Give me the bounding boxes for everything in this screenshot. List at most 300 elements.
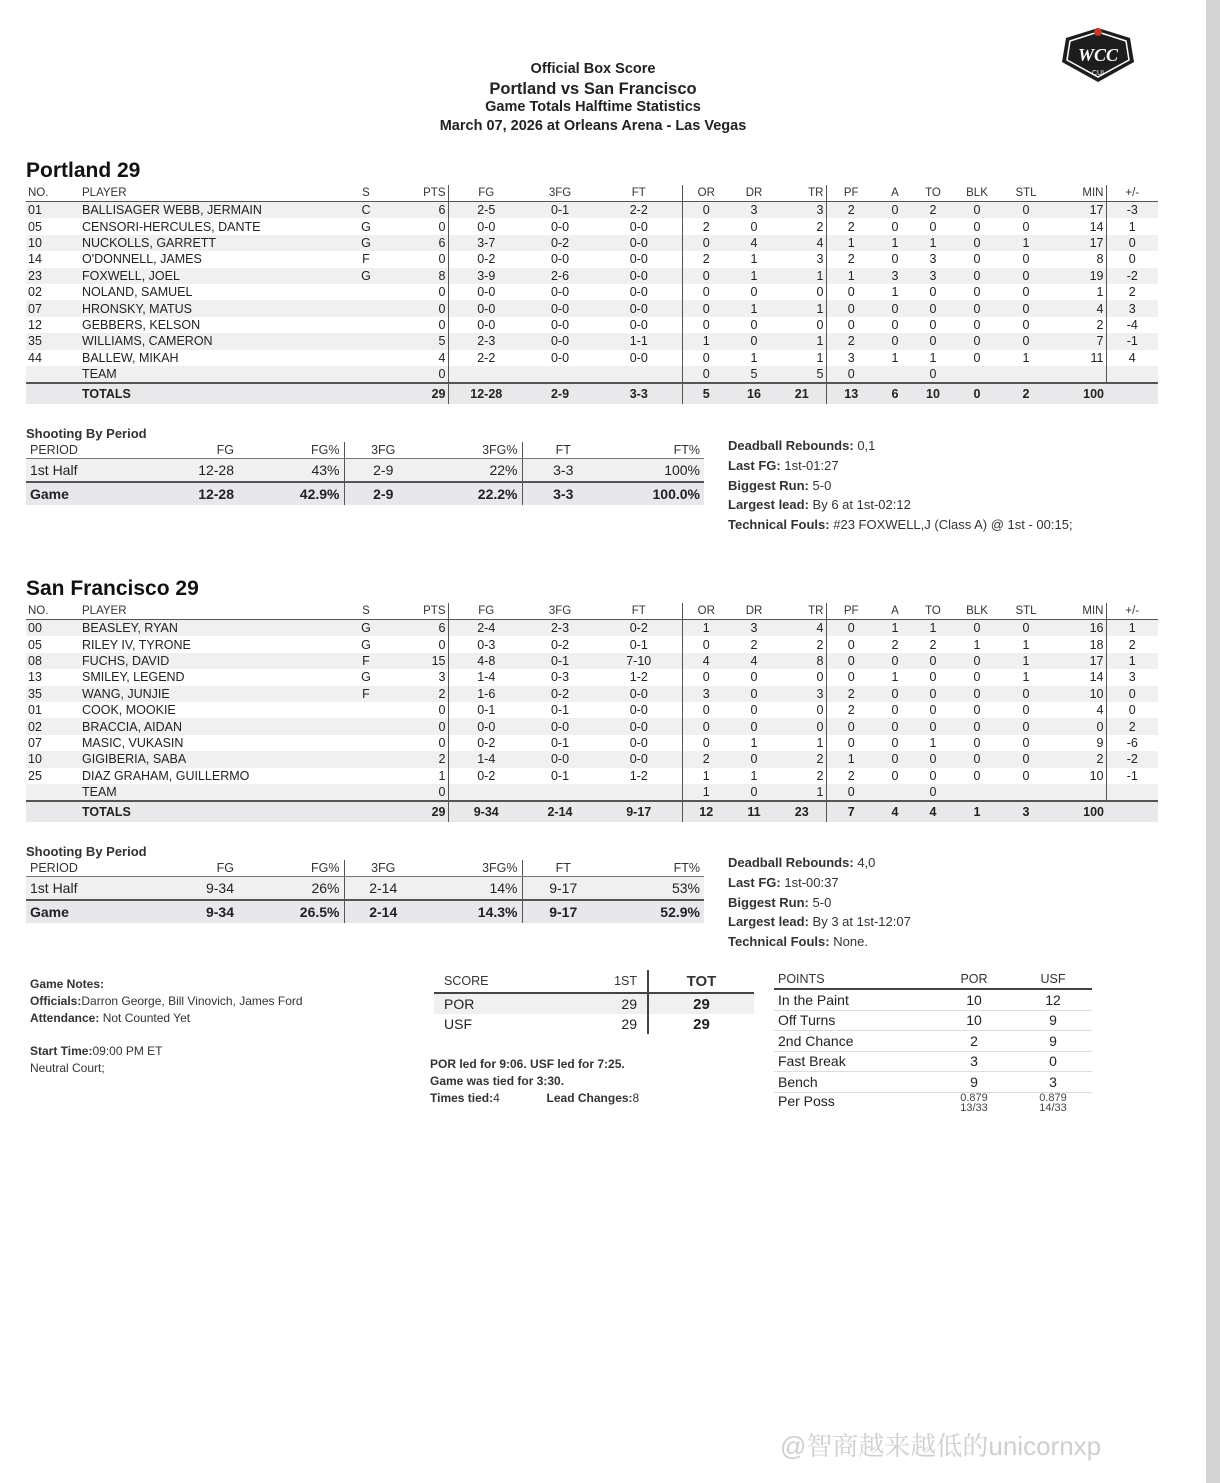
stat-cell: 0 [973,252,981,267]
stat-cell: 0 [914,784,952,801]
col-header: FT [596,603,682,620]
sbp-cell: 9-17 [522,900,604,923]
sbp-cell: 22.2% [422,482,522,505]
stat-cell: 0 [876,751,914,767]
stat-cell: G [361,219,371,234]
stat-cell: 0-1 [524,202,596,219]
watermark: @智商越来越低的unicornxp [780,1431,1102,1461]
svg-text:CUI: CUI [1091,70,1105,77]
stat-cell: 0 [847,317,855,332]
stat-cell: 1 [682,784,730,801]
stat-cell: 1 [778,268,826,284]
stat-cell: 2 [847,703,855,718]
sbp-row-game [26,482,704,505]
stat-cell: FUCHS, DAVID [80,653,344,669]
stat-cell: 0 [952,653,1002,669]
stat-cell: 0 [388,718,448,734]
stat-cell: 08 [26,653,80,669]
stat-cell: 0 [778,284,826,300]
stat-cell: 8 [778,653,826,669]
player-row [26,636,1158,652]
stat-cell: 0 [891,735,899,750]
stat-cell: 2-5 [448,202,524,219]
sbp-cell: 9-17 [522,877,604,901]
stat-cell: 0 [1022,219,1030,234]
col-header: MIN [1050,603,1106,620]
portland-shooting-by-period [26,442,704,505]
stat-cell: TEAM [80,784,344,801]
stat-cell: 0 [973,219,981,234]
stat-cell: 0 [778,702,826,718]
score-by-period: SCORE 1ST TOT POR 29 29 USF 29 29 [434,970,754,1034]
sbp-header: FG% [238,860,344,877]
col-header: A [876,185,914,202]
stat-cell: 0 [876,653,914,669]
header-row [26,603,1158,620]
stat-cell: 1 [750,768,758,783]
points-row [774,1031,1092,1052]
stat-cell: 0 [891,252,899,267]
stat-cell: 0 [682,718,730,734]
stat-cell: 07 [28,735,42,750]
stat-cell [952,784,1002,801]
sbp-cell: 43% [238,459,344,483]
stat-cell: 1 [778,300,826,316]
sbp-cell: Game [26,482,138,505]
stat-cell: 0 [826,784,876,801]
stat-cell [344,751,388,767]
col-header: FT [596,185,682,202]
stat-cell: 10 [26,235,80,251]
player-row [26,284,1158,300]
stat-cell: 0 [388,251,448,267]
stat-cell: 2 [388,686,448,702]
stat-cell: 0 [826,653,876,669]
stat-cell: 0-2 [550,637,570,652]
col-header: PLAYER [80,185,344,202]
stat-cell: 0 [973,285,981,300]
points-cell: 3 [934,1051,1014,1072]
col-header: BLK [952,185,1002,202]
stat-cell [344,718,388,734]
stat-cell [876,784,914,801]
stat-cell: 3 [778,686,826,702]
stat-cell [596,784,682,801]
total-cell: 100 [1050,383,1106,404]
points-cell: In the Paint [774,989,934,1010]
stat-cell: WILLIAMS, CAMERON [80,333,344,349]
stat-cell: 0 [778,317,826,333]
stat-cell: 2 [778,636,826,652]
stat-cell: 2 [847,768,855,783]
portland-box-score [26,185,1158,404]
stat-cell: 0-0 [477,285,496,300]
sanfrancisco-game-notes: Deadball Rebounds: 4,0 Last FG: 1st-00:37 Biggest Run: 5-0 Largest lead: By 3 at 1st-12:07 Technical Fouls: None. [728,855,911,950]
col-header: PF [826,185,876,202]
stats-subtitle: Game Totals Halftime Statistics [485,99,701,115]
stat-cell: 14 [1050,218,1106,234]
stat-cell: 3 [388,669,448,685]
stat-cell: 0 [702,637,710,652]
stat-cell: 1-4 [477,670,496,685]
stat-cell [596,366,682,383]
stat-cell: 2 [778,218,826,234]
col-header: PTS [388,603,448,620]
col-header: DR [730,603,778,620]
stat-cell: 1 [1002,235,1050,251]
total-cell: 6 [876,383,914,404]
stat-cell: 1 [1022,670,1030,685]
portland-game-notes: Deadball Rebounds: 0,1 Last FG: 1st-01:27 Biggest Run: 5-0 Largest lead: By 6 at 1st-02:12 Technical Fouls: #23 FOXWELL,J (Class A) @ 1st - 00:15; [728,438,1073,533]
stat-cell: 6 [388,235,448,251]
col-header: FG [448,603,524,620]
stat-cell: 0-2 [477,768,496,783]
stat-cell: 10 [26,751,80,767]
stat-cell: 0 [702,317,710,332]
stat-cell: 1 [750,252,758,267]
stat-cell: O'DONNELL, JAMES [82,252,202,267]
stat-cell: 0-0 [596,702,682,718]
stat-cell: 1 [682,620,730,637]
player-row [26,718,1158,734]
stat-cell: 1 [1002,653,1050,669]
stat-cell: 2 [1106,718,1158,734]
stat-cell: 2 [1128,285,1136,300]
stat-cell: 14 [28,252,42,267]
stat-cell [344,366,388,383]
stat-cell: 4 [388,350,448,366]
stat-cell: 35 [26,333,80,349]
stat-cell: 4 [1050,702,1106,718]
stat-cell: 1 [826,268,876,284]
stat-cell: WANG, JUNJIE [80,686,344,702]
stat-cell: 05 [28,219,42,234]
stat-cell: 4 [1050,300,1106,316]
stat-cell: C [344,202,388,219]
stat-cell: 0 [929,219,937,234]
stat-cell [26,784,80,801]
sbp-cell: 14% [422,877,522,901]
stat-cell: 0 [702,670,710,685]
stat-cell: 0-0 [477,219,496,234]
sanfrancisco-shooting-by-period [26,860,704,923]
stat-cell: 0 [1022,317,1030,332]
col-header: BLK [952,603,1002,620]
stat-cell: 1 [1022,350,1030,365]
sbp-header: FG [138,860,238,877]
points-cell: 12 [1014,989,1092,1010]
total-cell: 29 [388,383,448,404]
sbp-header: PERIOD [26,442,138,459]
stat-cell: 1 [778,784,826,801]
stat-cell: NOLAND, SAMUEL [82,285,193,300]
col-header: +/- [1106,185,1158,202]
stat-cell: BEASLEY, RYAN [80,620,344,637]
stat-cell: 1 [778,735,826,751]
stat-cell [1002,366,1050,383]
points-cell: 2nd Chance [774,1031,934,1052]
stat-cell: 0 [847,637,855,652]
stat-cell: 0 [973,703,981,718]
stat-cell: 7 [1050,333,1106,349]
stat-cell: 0 [1002,718,1050,734]
stat-cell: 2 [702,252,710,267]
stat-cell: 0 [929,285,937,300]
stat-cell: 16 [1050,620,1106,637]
stat-cell: 0 [682,235,730,251]
stat-cell: 0 [847,670,855,685]
total-cell: 10 [914,383,952,404]
stat-cell: 0 [682,268,730,284]
stat-cell: 3 [1128,670,1136,685]
col-header: OR [682,603,730,620]
stat-cell: 0 [973,350,981,365]
stat-cell: G [344,620,388,637]
stat-cell: 1 [891,350,899,365]
stat-cell: SMILEY, LEGEND [82,670,185,685]
sbp-cell: 26% [238,877,344,901]
stat-cell: 0 [876,300,914,316]
total-cell [344,801,388,822]
stat-cell: 3 [847,350,855,365]
totals-row [26,383,1158,404]
player-row [26,669,1158,685]
sbp-header: PERIOD [26,860,138,877]
stat-cell: 1 [778,350,826,366]
stat-cell: 2 [1050,751,1106,767]
stat-cell: 0 [1002,333,1050,349]
col-header: PLAYER [80,603,344,620]
stat-cell: 35 [26,686,80,702]
stat-cell: 17 [1050,235,1106,251]
stat-cell: 17 [1050,653,1106,669]
stat-cell: 0 [750,317,758,332]
stat-cell: 1 [388,768,448,784]
col-header: 3FG [524,185,596,202]
stat-cell: 8 [388,268,448,284]
points-row [774,1051,1092,1072]
stat-cell: 0-3 [550,670,570,685]
stat-cell: G [344,268,388,284]
stat-cell: 1 [891,285,899,300]
stat-cell: 2 [826,686,876,702]
sbp-cell: 100.0% [604,482,704,505]
stat-cell: 0-0 [596,235,682,251]
stat-cell: 0 [1002,620,1050,637]
stat-cell: 0 [388,284,448,300]
stat-cell: 0 [914,653,952,669]
stat-cell: 0-0 [596,317,682,333]
stat-cell: 0 [730,751,778,767]
sbp-header: 3FG [344,860,422,877]
stat-cell [344,735,388,751]
stat-cell: 01 [26,202,80,219]
stat-cell: 0 [952,620,1002,637]
stat-cell: 1-1 [596,333,682,349]
total-cell: 23 [778,801,826,822]
stat-cell: GEBBERS, KELSON [82,317,201,332]
stat-cell: 3 [730,202,778,219]
player-row [26,620,1158,637]
col-header: OR [682,185,730,202]
stat-cell: 0 [1002,686,1050,702]
sbp-row-game [26,900,704,923]
col-header: PF [826,603,876,620]
total-cell: 9-34 [448,801,524,822]
points-row [774,1010,1092,1031]
stat-cell: 0-0 [596,350,682,366]
stat-cell: 0-0 [596,268,682,284]
stat-cell: 5 [778,366,826,383]
portland-title: Portland 29 [26,159,141,182]
sbp-cell: 9-34 [138,900,238,923]
total-cell: 2-14 [524,801,596,822]
sbp-cell: 22% [422,459,522,483]
stat-cell: 0 [876,718,914,734]
stat-cell: 0 [1128,703,1136,718]
stat-cell: -2 [1106,268,1158,284]
stat-cell: 3-7 [448,235,524,251]
stat-cell: 0 [891,219,899,234]
total-cell: 3 [1002,801,1050,822]
stat-cell: 0 [876,202,914,219]
date-venue: March 07, 2026 at Orleans Arena - Las Vegas [439,118,747,134]
total-cell: 11 [730,801,778,822]
portland-sbp-title: Shooting By Period [26,426,147,441]
stat-cell: 5 [730,366,778,383]
stat-cell: 0 [952,686,1002,702]
stat-cell: GIGIBERIA, SABA [80,751,344,767]
sbp-cell: Game [26,900,138,923]
stat-cell: 0-0 [448,300,524,316]
sbp-cell: 3-3 [522,459,604,483]
stat-cell: 0 [826,620,876,637]
stat-cell: 0-0 [596,718,682,734]
stat-cell: MASIC, VUKASIN [82,735,184,750]
stat-cell: 0 [952,751,1002,767]
stat-cell: 0 [778,718,826,734]
points-cell: 9 [1014,1010,1092,1031]
sbp-header: FG [138,442,238,459]
stat-cell: 1 [750,735,758,750]
header-row [26,185,1158,202]
stat-cell: 2 [1128,637,1136,652]
stat-cell: 0-0 [524,751,596,767]
stat-cell: 1 [778,333,826,349]
col-header: +/- [1106,603,1158,620]
sbp-cell: 2-9 [344,459,422,483]
stat-cell: 0 [1022,768,1030,783]
col-header: DR [730,185,778,202]
stat-cell: 11 [1050,350,1106,366]
player-row [26,653,1158,669]
stat-cell: 0-0 [550,350,570,365]
stat-cell: 0-2 [524,686,596,702]
stat-cell [344,317,388,333]
total-cell: 9-17 [596,801,682,822]
col-header: MIN [1050,185,1106,202]
stat-cell: 0 [778,669,826,685]
stat-cell: 3 [730,620,778,637]
total-cell: 2-9 [524,383,596,404]
stat-cell: F [344,686,388,702]
stat-cell: 1 [682,333,730,349]
stat-cell: 3 [682,686,730,702]
stat-cell [344,768,388,784]
stat-cell: 0-2 [477,252,496,267]
stat-cell: 07 [26,300,80,316]
col-header: A [876,603,914,620]
stat-cell: 0-0 [596,284,682,300]
stat-cell: -3 [1106,202,1158,219]
stat-cell: 0-0 [596,686,682,702]
stat-cell: -6 [1126,735,1138,750]
stat-cell: 0-1 [550,768,570,783]
lead-info: POR led for 9:06. USF led for 7:25. Game was tied for 3:30. Times tied:4 Lead Changes:8 [430,1057,640,1105]
stat-cell: 0 [914,366,952,383]
stat-cell: 4 [730,235,778,251]
stat-cell: -1 [1106,333,1158,349]
sbp-header: 3FG% [422,442,522,459]
stat-cell: 1-2 [596,669,682,685]
stat-cell: 2 [778,768,826,784]
sbp-row-half [26,459,704,483]
stat-cell: 12 [28,317,42,332]
stat-cell: 1 [914,235,952,251]
stat-cell: 5 [388,333,448,349]
stat-cell: 0 [1106,235,1158,251]
sbp-cell: 14.3% [422,900,522,923]
stat-cell: 0-0 [596,251,682,267]
stat-cell: 2 [914,202,952,219]
stat-cell: 2 [826,333,876,349]
right-edge-bar [1206,0,1220,1483]
stat-cell: 0 [847,285,855,300]
stat-cell: 4 [1128,350,1136,365]
points-breakdown: POINTS POR USF In the Paint 10 12 Off Turns 10 9 2nd Chance 2 9 Fast Break 3 0 Bench 9 3 Per Poss 0.879 13/33 0.879 14/33 [774,970,1092,1113]
stat-cell [448,366,524,383]
stat-cell: 0 [702,285,710,300]
stat-cell: 2-2 [477,350,496,365]
stat-cell [524,366,596,383]
stat-cell: 0 [702,703,710,718]
col-header: TO [914,603,952,620]
sbp-cell: 42.9% [238,482,344,505]
total-cell: TOTALS [80,801,344,822]
game-notes: Game Notes: Officials:Darron George, Bill Vinovich, James Ford Attendance: Not Counted Yet Start Time:09:00 PM ET Neutral Court; [30,977,303,1075]
stat-cell: 0-0 [524,300,596,316]
stat-cell: 0 [1128,252,1136,267]
stat-cell: 2-2 [596,202,682,219]
stat-cell: G [361,637,371,652]
stat-cell [876,366,914,383]
per-poss-row: Per Poss 0.879 13/33 0.879 14/33 [778,1091,1067,1114]
stat-cell: 0 [826,300,876,316]
stat-cell: 18 [1050,636,1106,652]
stat-cell: 17 [1050,202,1106,219]
svg-text:WCC: WCC [1077,45,1119,65]
stat-cell: 0 [1050,718,1106,734]
total-cell: 5 [682,383,730,404]
points-cell: 3 [1014,1072,1092,1093]
stat-cell [1050,366,1106,383]
stat-cell: 0-2 [596,620,682,637]
points-cell: 0 [1014,1051,1092,1072]
stat-cell [448,784,524,801]
stat-cell: 4-8 [448,653,524,669]
sbp-row-half [26,877,704,901]
col-header: STL [1002,185,1050,202]
